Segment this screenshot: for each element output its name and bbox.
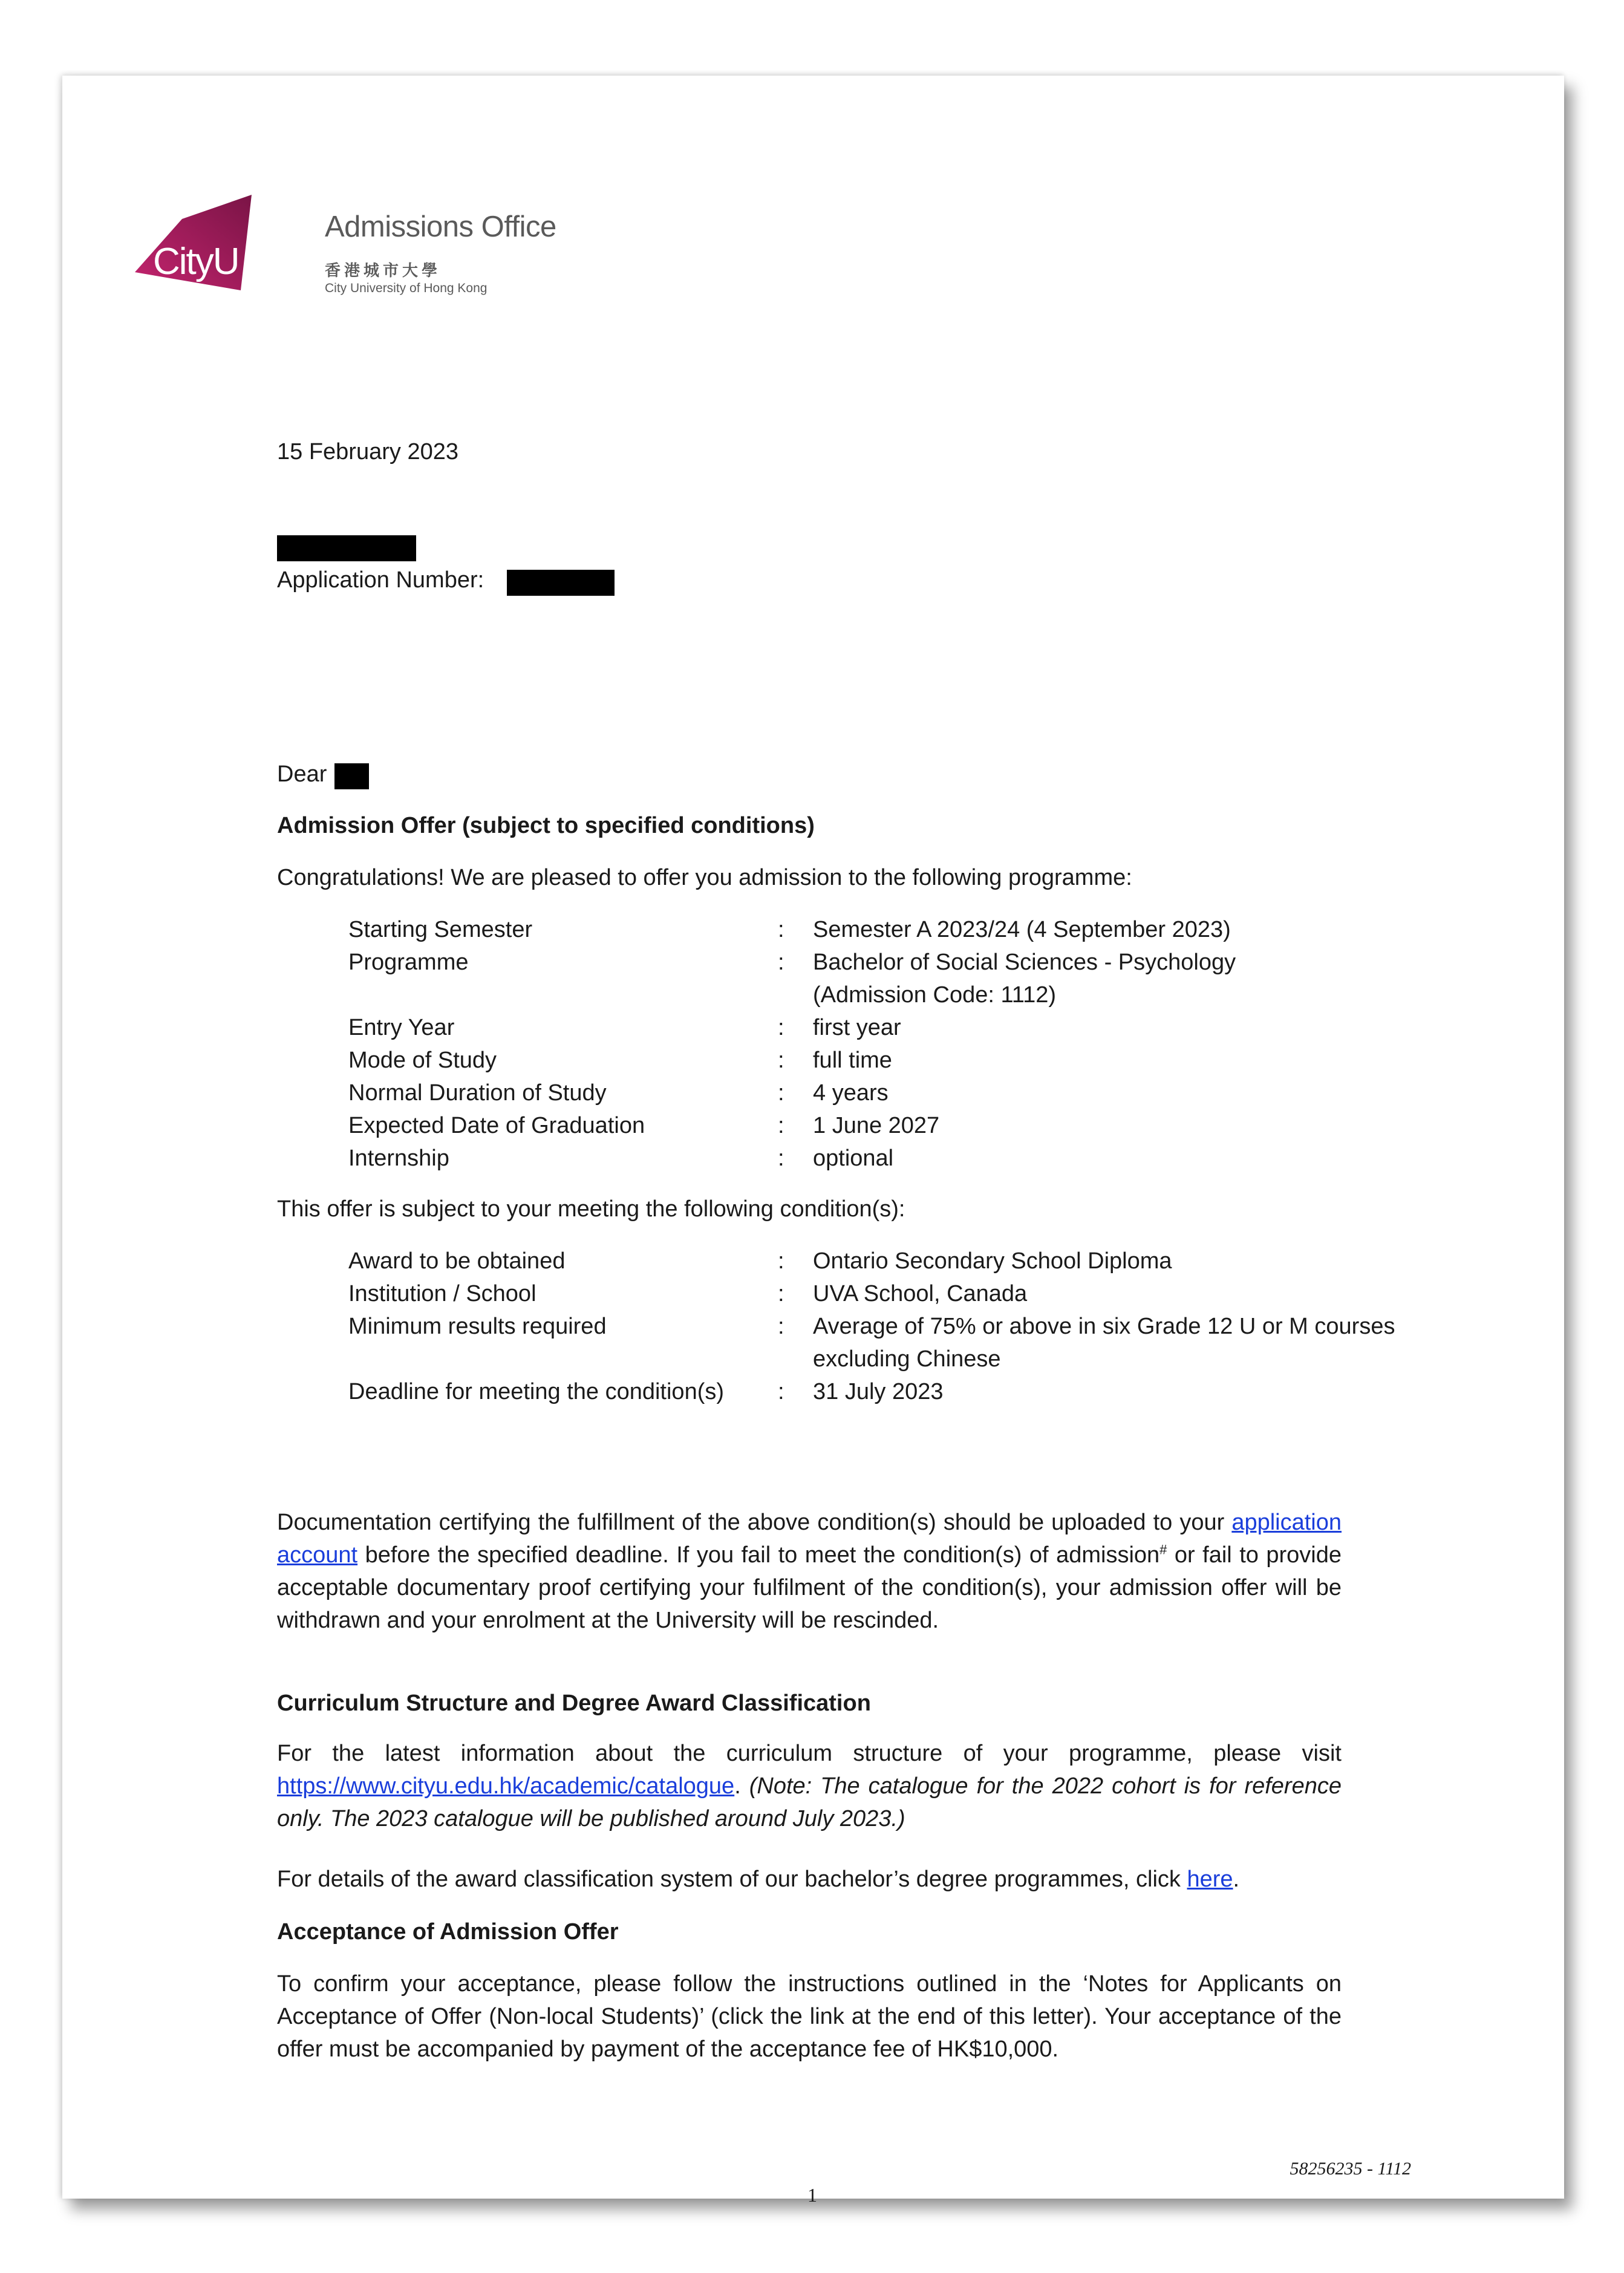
detail-label: Mode of Study	[348, 1048, 497, 1073]
university-name-en: City University of Hong Kong	[325, 281, 488, 295]
detail-label: Entry Year	[348, 1015, 455, 1040]
detail-colon: :	[778, 917, 784, 942]
footnote-mark: #	[1159, 1542, 1167, 1557]
application-account-link[interactable]: application account	[277, 1510, 1342, 1568]
condition-colon: :	[778, 1281, 784, 1306]
detail-colon: :	[778, 1080, 784, 1106]
detail-colon: :	[778, 1113, 784, 1138]
reference-number: 58256235 - 1112	[1290, 2159, 1411, 2179]
acceptance-heading: Acceptance of Admission Offer	[277, 1919, 619, 1945]
detail-label: Normal Duration of Study	[348, 1080, 607, 1106]
doc-text-2: before the specified deadline. If you fail to meet the condition(s) of admission	[365, 1542, 1160, 1568]
detail-label: Expected Date of Graduation	[348, 1113, 645, 1138]
condition-label: Institution / School	[348, 1281, 536, 1306]
detail-row	[348, 1142, 1413, 1175]
letter-page	[62, 76, 1564, 2206]
detail-row	[348, 1044, 1413, 1077]
detail-row	[348, 1011, 1413, 1044]
detail-row	[348, 946, 1413, 1011]
documentation-paragraph	[277, 1506, 1342, 1637]
detail-value	[813, 946, 1413, 1011]
condition-label: Award to be obtained	[348, 1248, 566, 1274]
detail-row	[348, 913, 1413, 946]
doc-text-3: or fail to provide acceptable documentary proof certifying your fulfilment of the condition(s), your admission offer will be withdrawn and your enrolment at the University will be rescinded.	[277, 1542, 1342, 1633]
programme-name: Bachelor of Social Sciences - Psychology	[813, 950, 1236, 975]
detail-row	[348, 1077, 1413, 1109]
catalogue-note: (Note: The catalogue for the 2022 cohort is for reference only. The 2023 catalogue will be published around July 2023.)	[277, 1773, 1342, 1831]
cityu-logo	[135, 181, 389, 321]
conditions-intro: This offer is subject to your meeting the following condition(s):	[277, 1196, 905, 1222]
redacted-application-number	[507, 570, 615, 596]
condition-value: UVA School, Canada	[813, 1281, 1028, 1306]
condition-colon: :	[778, 1314, 784, 1339]
detail-value: 4 years	[813, 1080, 889, 1106]
detail-colon: :	[778, 950, 784, 975]
detail-colon: :	[778, 1146, 784, 1171]
detail-label: Programme	[348, 950, 469, 975]
programme-details-table	[348, 913, 1413, 1175]
curriculum-text: For the latest information about the curriculum structure of your programme, please visit	[277, 1741, 1342, 1766]
page-number: 1	[807, 2184, 817, 2206]
detail-label: Internship	[348, 1146, 449, 1171]
redacted-name	[277, 535, 416, 561]
acceptance-paragraph: To confirm your acceptance, please follow the instructions outlined in the ‘Notes for Applicants on Acceptance of Offer (Non-local Students)’ (click the link at the end of this letter). Your acceptance of the offer must be accompanied by payment of the acceptance fee of HK$10,000.	[277, 1971, 1342, 2062]
condition-colon: :	[778, 1248, 784, 1274]
detail-value: optional	[813, 1146, 894, 1171]
award-text: For details of the award classification system of our bachelor’s degree programmes, click	[277, 1867, 1181, 1892]
condition-row	[348, 1245, 1413, 1277]
detail-label: Starting Semester	[348, 917, 533, 942]
detail-colon: :	[778, 1048, 784, 1073]
salutation: Dear	[277, 761, 327, 787]
letter-date: 15 February 2023	[277, 439, 458, 465]
application-number-label: Application Number:	[277, 567, 484, 593]
offer-heading: Admission Offer (subject to specified conditions)	[277, 813, 815, 838]
detail-row	[348, 1109, 1413, 1142]
redacted-recipient	[334, 763, 369, 789]
detail-value: full time	[813, 1048, 892, 1073]
curriculum-paragraph	[277, 1737, 1342, 1835]
conditions-table	[348, 1245, 1413, 1408]
university-name-zh: 香港城市大學	[325, 261, 442, 279]
office-title: Admissions Office	[325, 210, 556, 243]
condition-colon: :	[778, 1379, 784, 1404]
congratulations-text: Congratulations! We are pleased to offer you admission to the following programme:	[277, 865, 1132, 890]
condition-row	[348, 1375, 1413, 1408]
award-classification-link[interactable]: here	[1187, 1867, 1233, 1892]
condition-value: Ontario Secondary School Diploma	[813, 1248, 1172, 1274]
curriculum-period: .	[734, 1773, 741, 1799]
award-classification-paragraph	[277, 1863, 1239, 1896]
admission-code: (Admission Code: 1112)	[813, 982, 1057, 1008]
condition-label: Minimum results required	[348, 1314, 607, 1339]
detail-value: first year	[813, 1015, 901, 1040]
logo-text: CityU	[153, 241, 239, 282]
condition-label: Deadline for meeting the condition(s)	[348, 1379, 725, 1404]
condition-value: Average of 75% or above in six Grade 12 U or M courses excluding Chinese	[813, 1314, 1395, 1372]
curriculum-heading: Curriculum Structure and Degree Award Classification	[277, 1691, 871, 1716]
condition-row	[348, 1310, 1413, 1375]
doc-text-1: Documentation certifying the fulfillment of the above condition(s) should be uploaded to your	[277, 1510, 1225, 1535]
detail-value: 1 June 2027	[813, 1113, 940, 1138]
condition-value: 31 July 2023	[813, 1379, 944, 1404]
detail-colon: :	[778, 1015, 784, 1040]
catalogue-link[interactable]: https://www.cityu.edu.hk/academic/catalogue	[277, 1773, 735, 1799]
award-period: .	[1233, 1867, 1240, 1892]
condition-row	[348, 1277, 1413, 1310]
detail-value: Semester A 2023/24 (4 September 2023)	[813, 917, 1231, 942]
